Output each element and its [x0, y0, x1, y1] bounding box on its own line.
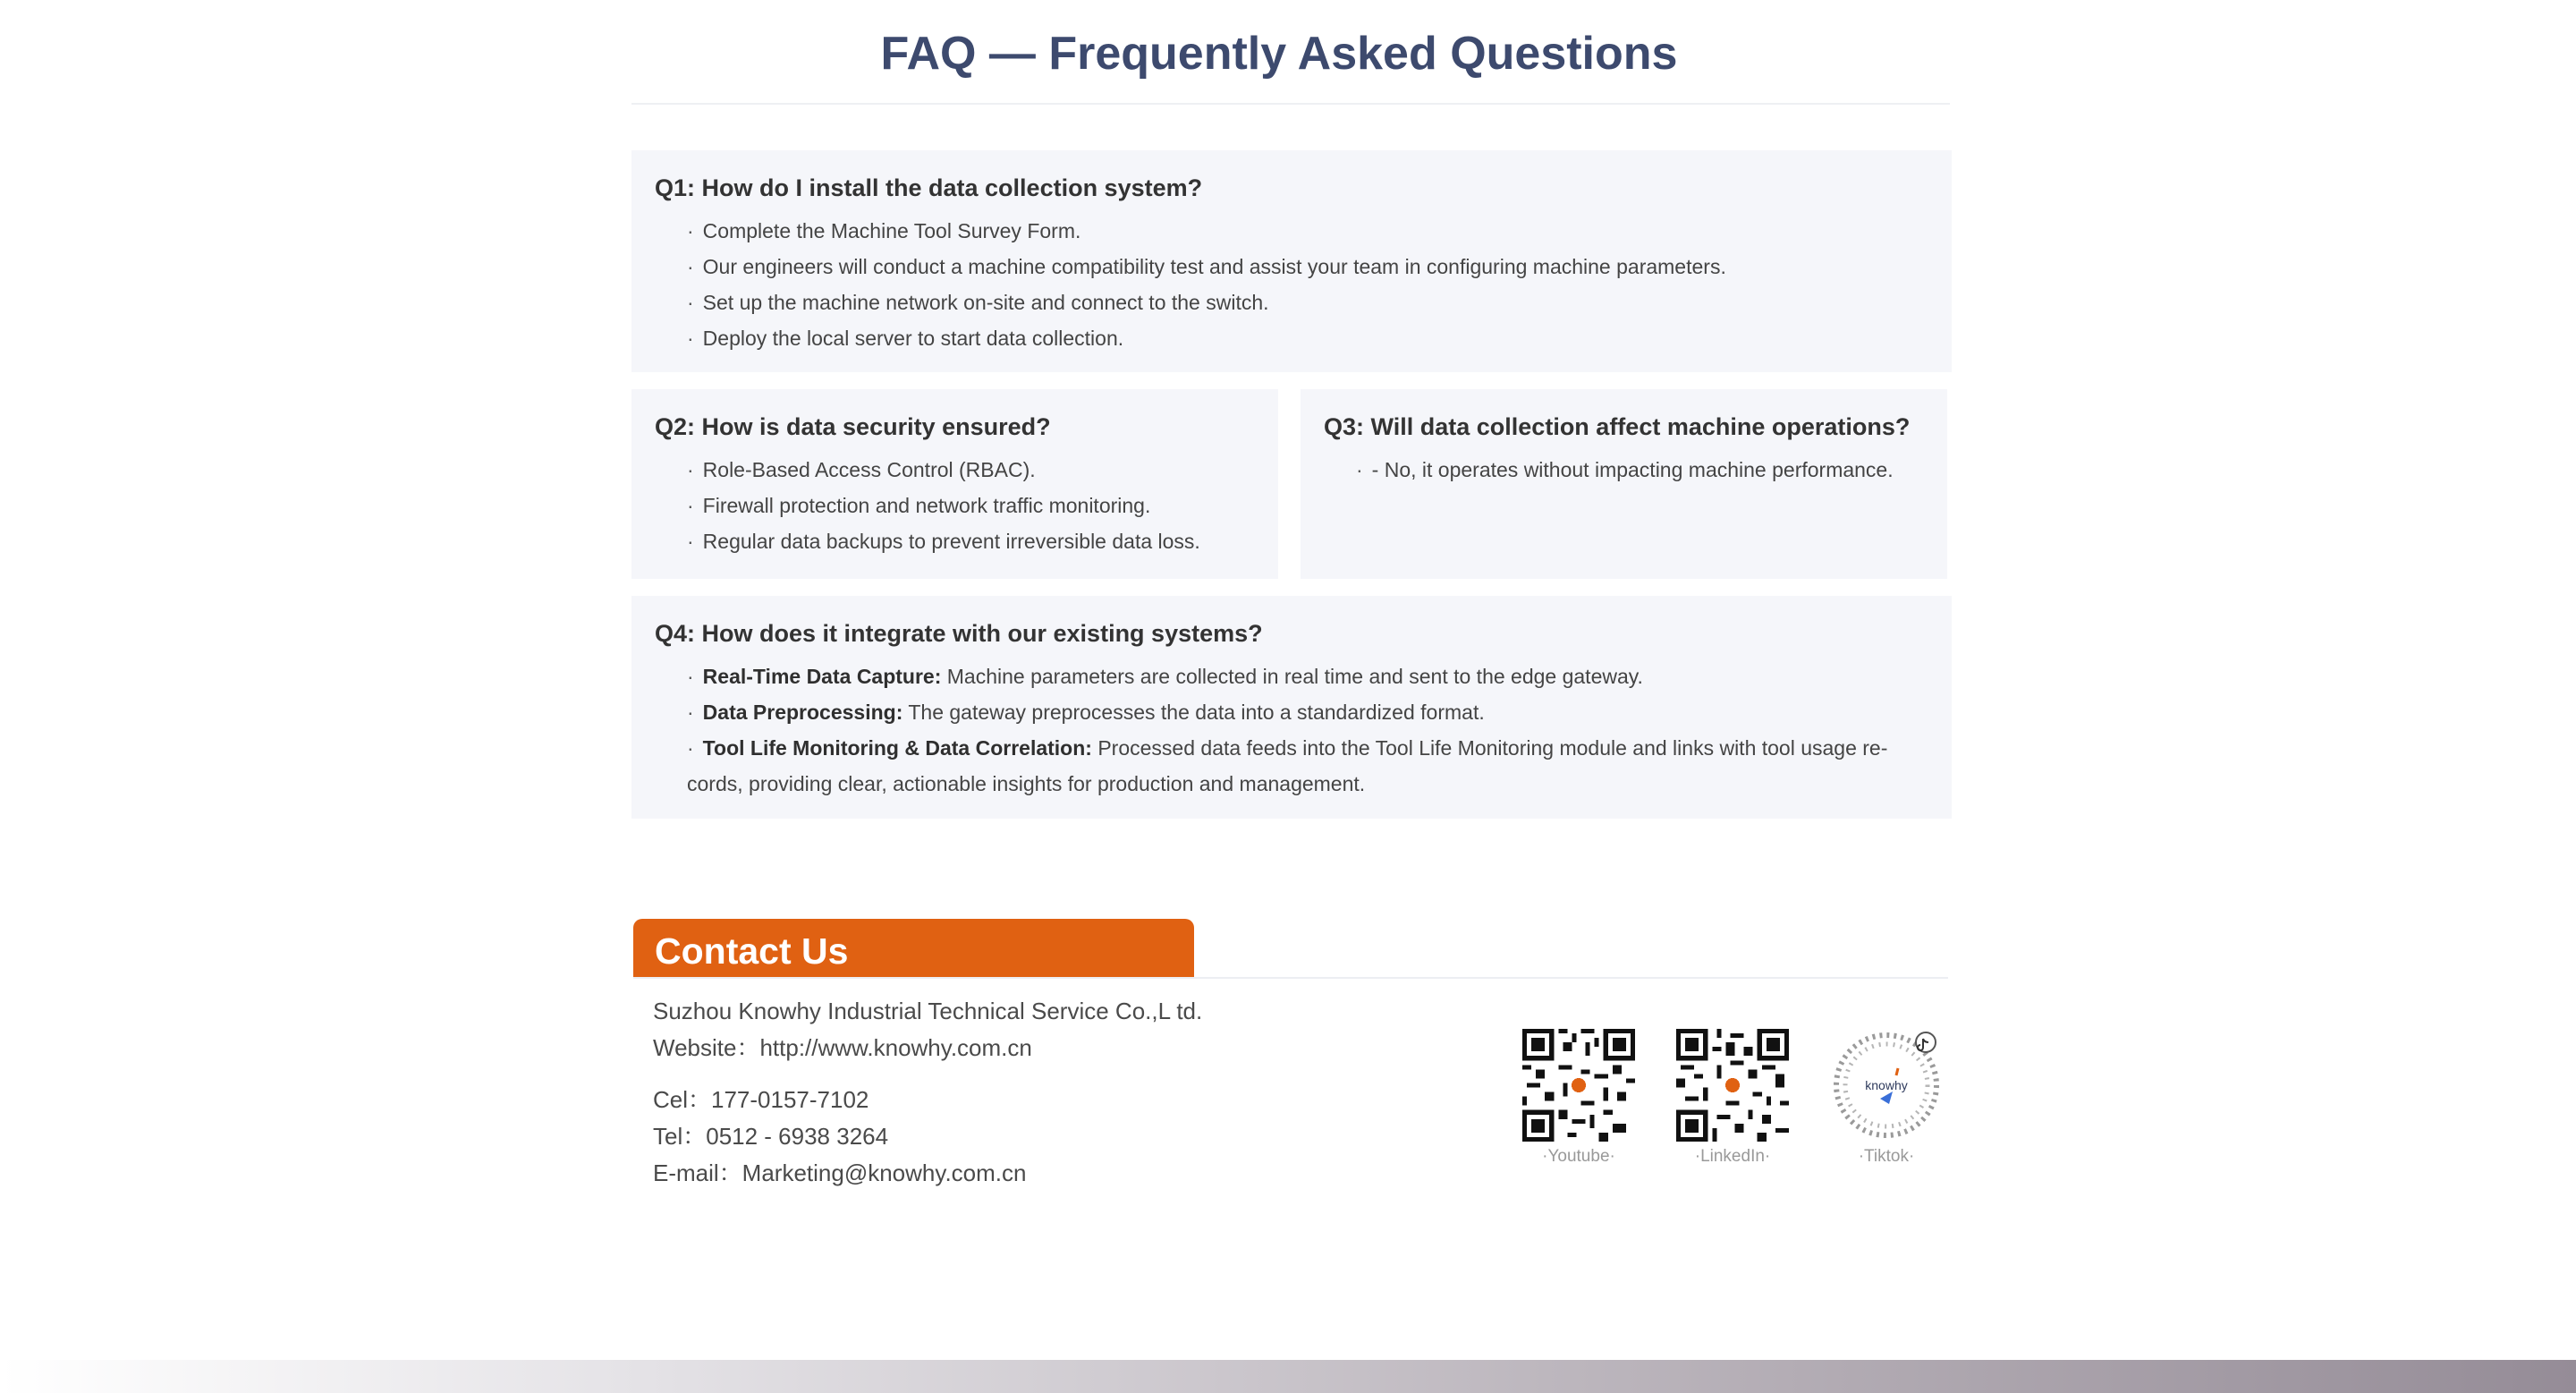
qr-code-icon [1522, 1029, 1635, 1142]
faq-answer-list [655, 213, 1928, 356]
tel-number: Tel：0512 - 6938 3264 [653, 1123, 889, 1150]
faq-card-q2 [631, 389, 1278, 579]
website-link[interactable]: Website：http://www.knowhy.com.cn [653, 1034, 1032, 1061]
faq-answer-item: · Role-Based Access Control (RBAC). [687, 458, 1036, 481]
bullet-icon: · [687, 327, 694, 350]
faq-answer-item: · - No, it operates without impacting machine performance. [1356, 458, 1894, 481]
bullet-icon: · [687, 219, 694, 242]
qr-code-icon [1676, 1029, 1789, 1142]
faq-question: Q1: How do I install the data collection system? [655, 174, 1203, 201]
cel-number: Cel：177-0157-7102 [653, 1086, 869, 1113]
bullet-icon: · [687, 494, 694, 517]
spacer [653, 1066, 1202, 1082]
faq-answer-item: · Set up the machine network on-site and connect to the switch. [687, 291, 1269, 314]
faq-answer-item: · Our engineers will conduct a machine compatibility test and assist your team in configuring machine parameters. [687, 255, 1726, 278]
bullet-icon: · [687, 255, 694, 278]
bullet-icon: · [1356, 458, 1363, 481]
faq-answer-term: Real-Time Data Capture: [702, 665, 942, 688]
page-title: FAQ — Frequently Asked Questions [880, 28, 1678, 80]
faq-card-q4 [631, 596, 1952, 819]
faq-question: Q4: How does it integrate with our existing systems? [655, 620, 1263, 647]
contact-info [653, 993, 1202, 1192]
faq-question: Q3: Will data collection affect machine operations? [1324, 413, 1911, 440]
faq-answer-item: · Tool Life Monitoring & Data Correlation: Processed data feeds into the Tool Life Monitoring module and links with tool usage re-cords, providing clear, actionable insights for production and management. [687, 736, 1888, 795]
faq-answer-list [655, 658, 1928, 802]
footer-gradient-band [0, 1360, 2576, 1393]
email-link[interactable]: E-mail：Marketing@knowhy.com.cn [653, 1159, 1027, 1186]
bullet-icon: · [687, 291, 694, 314]
faq-answer-item: · Regular data backups to prevent irreversible data loss. [687, 530, 1200, 553]
company-name: Suzhou Knowhy Industrial Technical Service Co.,L td. [653, 998, 1203, 1024]
youtube-qr [1521, 1029, 1637, 1167]
faq-card-q1 [631, 150, 1952, 372]
tiktok-mini-program-code-icon [1830, 1029, 1943, 1142]
bullet-icon: · [687, 701, 694, 724]
title-divider [631, 103, 1950, 105]
linkedin-qr [1674, 1029, 1791, 1167]
qr-caption: ·Youtube· [1542, 1147, 1615, 1166]
tiktok-qr [1828, 1029, 1945, 1167]
bullet-icon: · [687, 665, 694, 688]
faq-answer-item: · Firewall protection and network traffic monitoring. [687, 494, 1151, 517]
bullet-icon: · [687, 530, 694, 553]
faq-answer-list [1324, 452, 1924, 488]
faq-answer-term: Data Preprocessing: [702, 701, 903, 724]
faq-answer-term: Tool Life Monitoring & Data Correlation: [702, 736, 1092, 760]
faq-card-q3 [1301, 389, 1947, 579]
contact-heading: Contact Us [633, 919, 1194, 977]
faq-answer-item: · Deploy the local server to start data collection. [687, 327, 1124, 350]
faq-question: Q2: How is data security ensured? [655, 413, 1051, 440]
faq-answer-item: · Complete the Machine Tool Survey Form. [687, 219, 1081, 242]
bullet-icon: · [687, 458, 694, 481]
faq-answer-list [655, 452, 1255, 559]
faq-answer-item: · Data Preprocessing: The gateway preprocesses the data into a standardized format. [687, 701, 1485, 724]
contact-divider [633, 977, 1948, 979]
qr-caption: ·Tiktok· [1858, 1147, 1915, 1166]
bullet-icon: · [687, 736, 694, 760]
qr-caption: ·LinkedIn· [1694, 1147, 1771, 1166]
faq-answer-item: · Real-Time Data Capture: Machine parameters are collected in real time and sent to the edge gateway. [687, 665, 1643, 688]
svg-text:knowhy: knowhy [1865, 1078, 1908, 1092]
